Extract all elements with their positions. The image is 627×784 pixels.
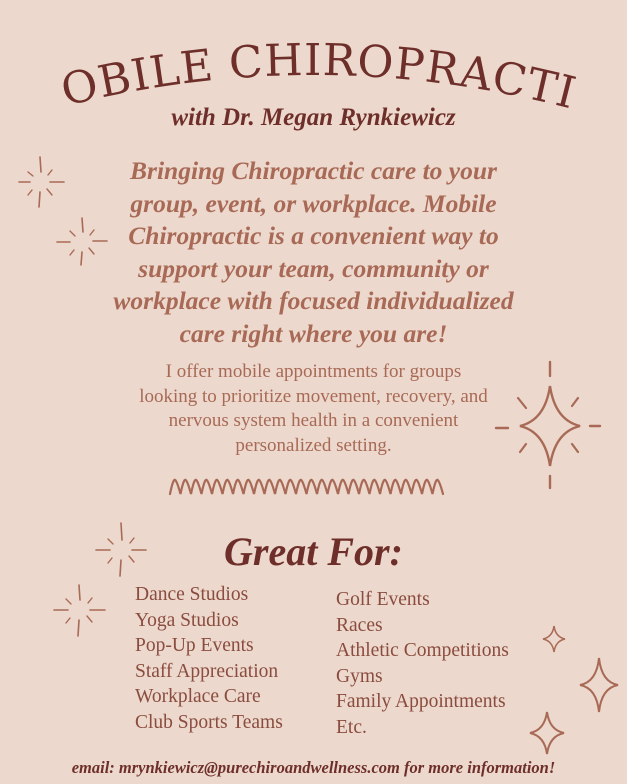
list-item: Workplace Care: [135, 686, 261, 708]
sparkle-star-icon: [542, 625, 566, 653]
offer-line: looking to prioritize movement, recovery, and: [139, 385, 488, 407]
offer-line: personalized setting.: [235, 434, 392, 456]
list-item: Yoga Studios: [135, 609, 239, 631]
list-item: Family Appointments: [336, 691, 506, 713]
list-item: Athletic Competitions: [336, 640, 509, 662]
list-item: Pop-Up Events: [135, 635, 254, 657]
offer-line: I offer mobile appointments for groups: [165, 361, 462, 382]
sparkle-star-icon: [492, 358, 607, 493]
list-item: Staff Appreciation: [135, 660, 279, 682]
sparkle-star-icon: [528, 710, 566, 756]
great-for-list-left: [135, 582, 283, 736]
list-item: Etc.: [336, 716, 367, 738]
list-item: Dance Studios: [135, 584, 249, 605]
sparkle-star-icon: [578, 656, 620, 714]
intro-line: care right where you are!: [179, 318, 448, 348]
great-for-heading: Great For:: [224, 529, 403, 574]
intro-line: support your team, community or: [138, 253, 489, 283]
list-item: Club Sports Teams: [135, 711, 283, 733]
intro-line: Chiropractic is a convenient way to: [128, 221, 499, 250]
offer-paragraph: [100, 360, 527, 458]
sparkle-burst-icon: [94, 520, 149, 580]
offer-line: nervous system health in a convenient: [168, 410, 459, 431]
intro-line: Bringing Chiropractic care to your: [130, 156, 497, 185]
great-for-list-right: [336, 587, 509, 741]
list-item: Golf Events: [336, 589, 430, 610]
sparkle-burst-icon: [55, 215, 110, 270]
page-title: OBILE CHIROPRACTI: [56, 34, 582, 120]
intro-line: group, event, or workplace. Mobile: [130, 188, 497, 218]
sparkle-burst-icon: [16, 155, 66, 210]
subtitle: with Dr. Megan Rynkiewicz: [171, 104, 456, 131]
intro-paragraph: [95, 155, 532, 350]
footer-email: email: mrynkiewicz@purechiroandwellness.com for more information!: [71, 758, 556, 777]
sparkle-burst-icon: [52, 582, 107, 640]
list-item: Races: [336, 614, 383, 636]
intro-line: workplace with focused individualized: [113, 286, 514, 315]
zigzag-divider: [168, 476, 443, 498]
list-item: Gyms: [336, 665, 383, 687]
